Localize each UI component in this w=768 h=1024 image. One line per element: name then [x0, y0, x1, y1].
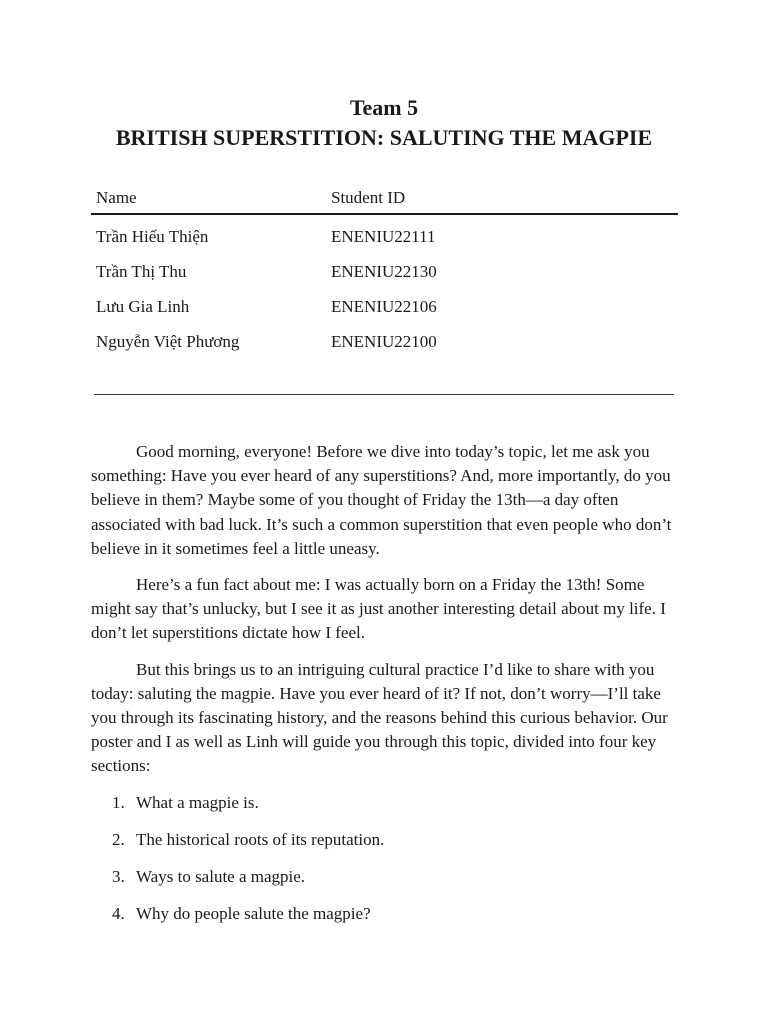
member-student-id: ENENIU22130 — [331, 261, 437, 281]
members-table — [91, 183, 678, 359]
list-item-text: The historical roots of its reputation. — [136, 829, 385, 849]
member-student-id: ENENIU22100 — [331, 331, 437, 351]
table-row — [91, 254, 678, 289]
list-item — [91, 828, 681, 865]
team-heading: Team 5 — [349, 95, 419, 120]
member-name: Trần Hiếu Thiện — [96, 226, 209, 246]
table-row — [91, 324, 678, 359]
list-item — [91, 791, 681, 828]
paragraph-fun-fact: Here’s a fun fact about me: I was actually born on a Friday the 13th! Some might say that’s unlucky, but I see it as just another interesting detail about my life. I don’t let superstitions dictate how I feel. — [91, 575, 666, 643]
horizontal-divider — [94, 394, 674, 395]
column-header-name: Name — [91, 183, 326, 214]
column-header-student-id: Student ID — [326, 183, 678, 214]
list-item-number: 3. — [112, 866, 125, 886]
table-row — [91, 289, 678, 324]
paragraph-intro: Good morning, everyone! Before we dive into today’s topic, let me ask you something: Have you ever heard of any superstitions? And, more importantly, do you believe in them? Maybe some of you thought of Friday the 13th—a day often associated with bad luck. It’s such a common superstition that even people who don’t believe in it sometimes feel a little uneasy. — [91, 442, 672, 558]
member-name: Lưu Gia Linh — [96, 296, 190, 316]
list-item — [91, 865, 681, 902]
table-row — [91, 214, 678, 254]
member-name: Nguyễn Việt Phương — [96, 331, 240, 351]
list-item — [91, 902, 681, 939]
member-student-id: ENENIU22106 — [331, 296, 437, 316]
member-name: Trần Thị Thu — [96, 261, 187, 281]
document-title: BRITISH SUPERSTITION: SALUTING THE MAGPIE — [115, 125, 653, 150]
list-item-number: 2. — [112, 829, 125, 849]
member-student-id: ENENIU22111 — [331, 226, 436, 246]
list-item-text: What a magpie is. — [136, 792, 259, 812]
paragraph-topic: But this brings us to an intriguing cultural practice I’d like to share with you today: saluting the magpie. Have you ever heard of it? If not, don’t worry—I’ll take you through its fascinating history, and the reasons behind this curious behavior. Our poster and I as well as Linh will guide you through this topic, divided into four key sections: — [91, 659, 668, 776]
list-item-number: 4. — [112, 903, 125, 923]
table-header-row — [91, 183, 678, 214]
sections-list — [91, 791, 681, 939]
list-item-text: Ways to salute a magpie. — [136, 866, 306, 886]
document-body — [91, 440, 681, 939]
list-item-number: 1. — [112, 792, 125, 812]
list-item-text: Why do people salute the magpie? — [136, 903, 371, 923]
